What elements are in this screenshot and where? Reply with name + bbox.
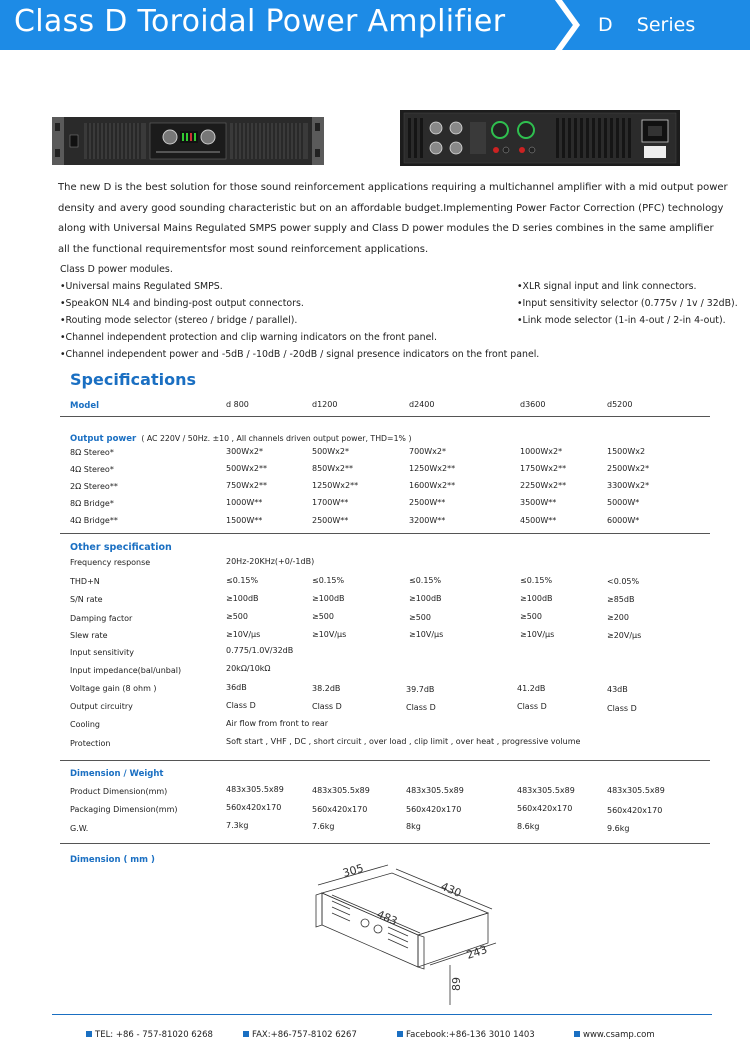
spec-value: ≥200	[607, 613, 629, 622]
feature-item: •XLR signal input and link connectors.	[517, 281, 697, 292]
output-power-label: Output power	[70, 434, 137, 444]
row-label: Input impedance(bal/unbal)	[70, 666, 182, 675]
spec-value: 2500Wx2*	[607, 464, 650, 473]
footer-fax	[243, 1030, 357, 1040]
spec-value: ≥10V/μs	[226, 630, 261, 639]
row-label: Product Dimension(mm)	[70, 787, 168, 796]
row-label: 8Ω Stereo*	[70, 448, 114, 457]
spec-value: ≥500	[409, 613, 431, 622]
spec-value: 3200W**	[409, 516, 446, 525]
spec-value: 2500W**	[312, 516, 349, 525]
divider	[60, 533, 710, 534]
spec-value: Class D	[406, 703, 436, 712]
dim-label-305: 305	[341, 861, 366, 880]
spec-value: 1250Wx2**	[409, 464, 456, 473]
spec-value: ≥10V/μs	[312, 630, 347, 639]
spec-value: 36dB	[226, 683, 247, 692]
row-label: Output circuitry	[70, 702, 133, 711]
spec-value: 500Wx2*	[312, 447, 350, 456]
spec-value: 560x420x170	[517, 804, 573, 813]
footer-divider	[52, 1014, 712, 1015]
spec-value: ≥100dB	[520, 594, 553, 603]
square-icon	[574, 1031, 580, 1037]
spec-value: 300Wx2*	[226, 447, 264, 456]
row-label: Protection	[70, 739, 111, 748]
output-power-note: ( AC 220V / 50Hz. ±10 , All channels driven output power, THD=1% )	[141, 434, 412, 443]
square-icon	[243, 1031, 249, 1037]
feature-item: •Input sensitivity selector (0.775v / 1v / 32dB).	[517, 298, 738, 309]
row-label: 4Ω Bridge**	[70, 516, 118, 525]
spec-value: ≥10V/μs	[520, 630, 555, 639]
footer-facebook	[397, 1030, 535, 1040]
spec-value: 1000W**	[226, 498, 263, 507]
spec-value: ≥10V/μs	[409, 630, 444, 639]
row-label: Packaging Dimension(mm)	[70, 805, 178, 814]
spec-value: 9.6kg	[607, 824, 630, 833]
row-label: Voltage gain (8 ohm )	[70, 684, 157, 693]
spec-value: 1000Wx2*	[520, 447, 563, 456]
row-label: Input sensitivity	[70, 648, 134, 657]
model-name: d1200	[312, 400, 338, 409]
dimension-drawing	[310, 855, 510, 1015]
description-paragraph: The new D is the best solution for those sound reinforcement applications requiring a multichannel amplifier with a mid output power density and avery good sounding characteristic but on an affordable budget.Implementing Power Factor Correction (PFC) technology along with Universal Mains Regulated SMPS power supply and Class D power modules the D series combines in the same amplifier all the functional requirementsfor most sound reinforcement applications.	[58, 182, 728, 255]
spec-value: Class D	[226, 701, 256, 710]
protection-value: Soft start , VHF , DC , short circuit , over load , clip limit , over heat , progressive volume	[226, 737, 581, 746]
model-name: d2400	[409, 400, 435, 409]
model-name: d5200	[607, 400, 633, 409]
row-label: 8Ω Bridge*	[70, 499, 114, 508]
model-name: d 800	[226, 400, 249, 409]
spec-value: 8.6kg	[517, 822, 540, 831]
spec-value: 560x420x170	[607, 806, 663, 815]
spec-value: ≤0.15%	[409, 576, 442, 585]
spec-value: 7.3kg	[226, 821, 249, 830]
spec-value: Class D	[607, 704, 637, 713]
spec-value: 6000W*	[607, 516, 640, 525]
feature-item: •Channel independent power and -5dB / -10dB / -20dB / signal presence indicators on the front panel.	[60, 349, 540, 360]
spec-value: 560x420x170	[406, 805, 462, 814]
facebook-text: Facebook:+86-136 3010 1403	[406, 1030, 535, 1040]
model-name: d3600	[520, 400, 546, 409]
spec-value: 41.2dB	[517, 684, 546, 693]
square-icon	[86, 1031, 92, 1037]
spec-value: 3500W**	[520, 498, 557, 507]
spec-value: 750Wx2**	[226, 481, 268, 490]
fax-text: FAX:+86-757-8102 6267	[252, 1030, 357, 1040]
row-label: 2Ω Stereo**	[70, 482, 118, 491]
row-label: 4Ω Stereo*	[70, 465, 114, 474]
spec-value: ≥100dB	[312, 594, 345, 603]
amplifier-rear-image	[400, 110, 680, 166]
spec-value: ≥20V/μs	[607, 631, 642, 640]
row-label: Cooling	[70, 720, 100, 729]
feature-item: •Channel independent protection and clip warning indicators on the front panel.	[60, 332, 437, 343]
spec-value: 2250Wx2**	[520, 481, 567, 490]
square-icon	[397, 1031, 403, 1037]
spec-value: 560x420x170	[312, 805, 368, 814]
output-power-header	[70, 426, 411, 445]
cooling-value: Air flow from front to rear	[226, 719, 329, 728]
spec-value: ≥85dB	[607, 595, 635, 604]
spec-value: 1250Wx2**	[312, 481, 359, 490]
spec-value: 483x305.5x89	[226, 785, 284, 794]
divider	[60, 760, 710, 761]
feature-item: Class D power modules.	[60, 264, 173, 275]
spec-value: ≤0.15%	[312, 576, 345, 585]
spec-value: 4500W**	[520, 516, 557, 525]
dimension-weight-heading: Dimension / Weight	[70, 769, 164, 779]
row-label: G.W.	[70, 824, 89, 833]
dim-label-483: 483	[374, 907, 400, 928]
row-label: Damping factor	[70, 614, 133, 623]
spec-value: 43dB	[607, 685, 628, 694]
row-label: Frequency response	[70, 558, 151, 567]
divider	[60, 843, 710, 844]
spec-value: 500Wx2**	[226, 464, 268, 473]
amplifier-front-image	[52, 115, 324, 167]
series-label: D Series	[598, 14, 696, 36]
spec-value: 1700W**	[312, 498, 349, 507]
spec-value: Class D	[312, 702, 342, 711]
spec-value: 1600Wx2**	[409, 481, 456, 490]
spec-value: 7.6kg	[312, 822, 335, 831]
row-label: S/N rate	[70, 595, 103, 604]
dimension-drawing-heading: Dimension ( mm )	[70, 855, 155, 865]
feature-item: •Universal mains Regulated SMPS.	[60, 281, 223, 292]
spec-value: 483x305.5x89	[517, 786, 575, 795]
spec-value: 38.2dB	[312, 684, 341, 693]
other-spec-label: Other specification	[70, 542, 172, 553]
spec-value: 700Wx2*	[409, 447, 447, 456]
footer-tel	[86, 1030, 213, 1040]
feature-item: •SpeakON NL4 and binding-post output connectors.	[60, 298, 304, 309]
spec-value: <0.05%	[607, 577, 640, 586]
spec-value: ≥500	[520, 612, 542, 621]
spec-value: 8kg	[406, 822, 421, 831]
spec-value: Class D	[517, 702, 547, 711]
website-link[interactable]: www.csamp.com	[583, 1030, 655, 1040]
spec-value: ≤0.15%	[226, 576, 259, 585]
spec-value: 39.7dB	[406, 685, 435, 694]
frequency-response-value: 20Hz-20KHz(+0/-1dB)	[226, 557, 315, 566]
spec-value: 483x305.5x89	[607, 786, 665, 795]
spec-value: 5000W*	[607, 498, 640, 507]
input-impedance-value: 20kΩ/10kΩ	[226, 664, 271, 673]
feature-item: •Routing mode selector (stereo / bridge / parallel).	[60, 315, 298, 326]
footer-website[interactable]	[574, 1030, 655, 1040]
spec-value: 483x305.5x89	[312, 786, 370, 795]
spec-value: 483x305.5x89	[406, 786, 464, 795]
dim-label-430: 430	[438, 879, 464, 900]
spec-value: 3300Wx2*	[607, 481, 650, 490]
spec-value: ≥500	[226, 612, 248, 621]
spec-value: 850Wx2**	[312, 464, 354, 473]
input-sensitivity-value: 0.775/1.0V/32dB	[226, 646, 294, 655]
spec-value: 2500W**	[409, 498, 446, 507]
header-banner	[0, 0, 750, 50]
dim-label-89: 89	[450, 977, 463, 991]
row-label: Slew rate	[70, 631, 108, 640]
spec-value: ≥100dB	[409, 594, 442, 603]
spec-value: 1750Wx2**	[520, 464, 567, 473]
spec-value: 560x420x170	[226, 803, 282, 812]
spec-value: ≥500	[312, 612, 334, 621]
spec-value: 1500Wx2	[607, 447, 646, 456]
spec-value: ≥100dB	[226, 594, 259, 603]
spec-value: 1500W**	[226, 516, 263, 525]
dim-label-243: 243	[464, 943, 489, 962]
feature-item: •Link mode selector (1-in 4-out / 2-in 4-out).	[517, 315, 726, 326]
row-label: THD+N	[70, 577, 100, 586]
specifications-heading: Specifications	[70, 370, 196, 389]
page-title: Class D Toroidal Power Amplifier	[14, 4, 506, 39]
divider	[60, 416, 710, 417]
model-label: Model	[70, 401, 100, 411]
tel-text: TEL: +86 - 757-81020 6268	[95, 1030, 213, 1040]
spec-value: ≤0.15%	[520, 576, 553, 585]
